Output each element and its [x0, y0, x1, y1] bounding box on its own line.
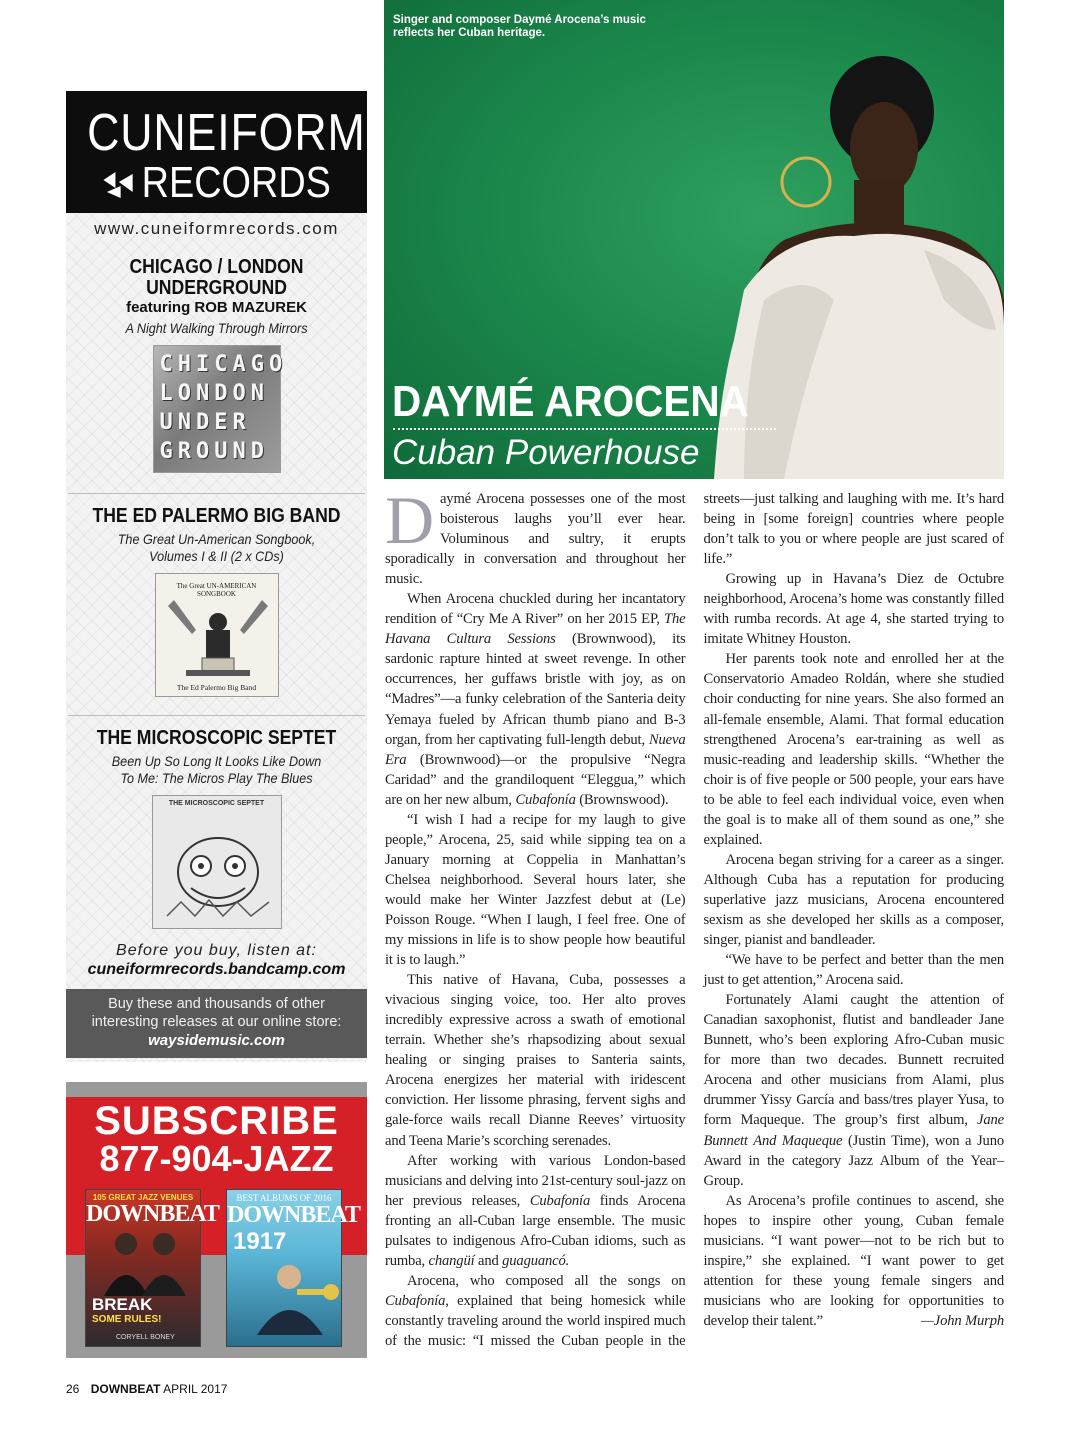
magazine-cover-1[interactable]: [85, 1189, 219, 1347]
album-cover-microscopic-septet[interactable]: [152, 795, 282, 929]
cover1-subhead: SOME RULES!: [92, 1314, 162, 1325]
hero-photo: [384, 0, 1004, 479]
ad-block1-featuring: featuring ROB MAZUREK: [126, 299, 307, 316]
ad-block2-album-1: The Great Un-American Songbook,: [117, 531, 316, 547]
cover2-masthead: DOWNBEAT: [227, 1202, 360, 1228]
paragraph: As Arocena’s profile continues to ascend, she hopes to inspire other young, Cuban female musicians. “I want power—not to be rich but to inspire,” she explained. “I want power to get attention for these young female singers and musicians who are looking for opportunities to develop their talent.”: [703, 1192, 1004, 1329]
magazine-name: DOWNBEAT: [90, 1382, 161, 1396]
paragraph: After working with various London-based musicians and delving into 21st-century soul-jazz on her previous releases, Cubafonía finds Arocena fronting an all-Cuban large ensemble. The music pulsates to indigenous Afro-Cuban idioms, such as rumba, changüí and guaguancó.: [385, 1152, 686, 1269]
cover-top-text: THE MICROSCOPIC SEPTET: [168, 800, 265, 807]
ad-wayside-link[interactable]: waysidemusic.com: [148, 1032, 285, 1049]
photo-caption-line-2: reflects her Cuban heritage.: [393, 27, 546, 39]
cover1-masthead: DOWNBEAT: [86, 1201, 219, 1227]
subscribe-title: SUBSCRIBE: [94, 1099, 339, 1143]
paragraph: Daymé Arocena possesses one of the most boisterous laughs you’ll ever hear. Voluminous and sultry, it erupts sporadically in conversation and throughout her music.: [385, 482, 686, 588]
ad-wayside-text-2: interesting releases at our online store:: [91, 1014, 342, 1030]
cover-line: GROUND: [159, 439, 269, 464]
album-cover-chicago-london[interactable]: [153, 345, 288, 473]
ad-wayside-text-1: Buy these and thousands of other: [108, 996, 325, 1012]
logo-line-1: CUNEIFORM: [87, 104, 366, 162]
ad-block3-album-2: To Me: The Micros Play The Blues: [120, 770, 313, 786]
ad-block-ed-palermo: [66, 506, 367, 697]
cover2-photo: [227, 1255, 343, 1335]
article-subtitle: Cuban Powerhouse: [392, 433, 700, 472]
ad-divider: [68, 715, 365, 716]
paragraph: Arocena began striving for a career as a singer. Although Cuba has a reputation for producing superlative jazz musicians, Arocena encountered sexism as she developed her skills as a composer, singer, pianist and bandleader.: [703, 851, 1004, 949]
cover-top-text: The Great UN-AMERICAN SONGBOOK: [176, 582, 257, 598]
ad-block2-album-2: Volumes I & II (2 x CDs): [149, 548, 284, 564]
ad-block-chicago-london: [66, 257, 367, 473]
ad-block2-title: THE ED PALERMO BIG BAND: [92, 505, 341, 527]
magazine-cover-2[interactable]: [226, 1189, 360, 1347]
cover-line: UNDER: [159, 410, 251, 435]
paragraph: Fortunately Alami caught the attention of Canadian saxophonist, flutist and bandleader Jane Bunnett, who’s been exploring Afro-Cuban music for more than two decades. Bunnett recruited Arocena and other musicians from Alami, plus drummer Yissy García and bass/tres player Yusa, to form Maqueque. The group’s first album, Jane Bunnett And Maqueque (Justin Time), won a Juno Award in the category Jazz Album of the Year–Group.: [703, 992, 1004, 1189]
article-body: [385, 482, 1004, 1355]
ad-wayside-box: [66, 989, 367, 1058]
ad-website-link[interactable]: www.cuneiformrecords.com: [94, 219, 339, 238]
album-cover-ed-palermo[interactable]: [155, 573, 279, 697]
ad-divider: [68, 493, 365, 494]
ad-block1-album: A Night Walking Through Mirrors: [125, 320, 308, 336]
paragraph: Growing up in Havana’s Diez de Octubre neighborhood, Arocena’s home was constantly filled with rumba records. At age 4, she started trying to imitate Whitney Houston.: [703, 571, 1004, 648]
page-number: 26: [66, 1382, 80, 1396]
cartoon-illustration: [161, 816, 275, 924]
subscribe-phone[interactable]: 877-904-JAZZ: [99, 1138, 334, 1179]
cover-line: LONDON: [159, 381, 269, 406]
cover1-banner: 105 GREAT JAZZ VENUES: [92, 1193, 194, 1202]
ad-block3-album-1: Been Up So Long It Looks Like Down: [111, 753, 322, 769]
paragraph: This native of Havana, Cuba, possesses a vivacious singing voice, too. Her alto proves incredibly expressive across a swath of emotional terrain. Whether she’s rhapsodizing about sexual healing or singing praises to Santeria saints, Arocena energizes her material with iridescent conviction. Her lissome phrasing, fervent sighs and gale-force wails recall Dianne Reeves’ virtuosity and Teena Marie’s scorching serenades.: [385, 972, 686, 1149]
ad-block3-title: THE MICROSCOPIC SEPTET: [96, 727, 337, 749]
ad-before-you-buy: Before you buy, listen at:: [116, 942, 317, 959]
cuneiform-logo: [66, 91, 367, 213]
paragraph: Arocena, who composed all the songs on Cubafonía, explained that being homesick while constantly traveling around the world inspired much of the music: “I missed the Cuban people in the streets—just talking and laughing with me. It’s hard being in [some foreign] countries where people don’t talk to you or where people are just scared of life.”: [385, 491, 1004, 1349]
subscribe-ad[interactable]: [66, 1082, 367, 1358]
issue-date: APRIL 2017: [163, 1382, 228, 1396]
ad-block1-title-2: UNDERGROUND: [146, 277, 287, 299]
cover-bottom-text: The Ed Palermo Big Band: [176, 683, 257, 692]
trumpets-illustration: [166, 596, 270, 680]
drop-cap: D: [385, 482, 434, 558]
cuneiform-wedge-icon: [102, 170, 135, 200]
cover1-names: CORYELL BONEY: [116, 1334, 175, 1341]
title-dotted-rule: [393, 428, 776, 430]
paragraph: “I wish I had a recipe for my laugh to give people,” Arocena, 25, said while sipping tea on a January morning at Coppelia in Manhattan’s Chelsea neighborhood. Several hours later, she would make her Winter Jazzfest debut at (Le) Poisson Rouge. “When I laugh, I feel free. One of my missions in life is to show people how beautiful it is to laugh.”: [385, 811, 686, 969]
paragraph: Her parents took note and enrolled her at the Conservatorio Amadeo Roldán, where she studied choir conducting for nine years. She also formed an all-female ensemble, Alami. That formal education strengthened Arocena’s ear-training as well as music-reading and leadership skills. “Whether the choir is of five people or 500 people, your ears have to be able to feel each individual voice, even when the goal is to make all of them sound as one,” she explained.: [703, 651, 1004, 848]
ad-block1-title-1: CHICAGO / LONDON: [129, 256, 304, 278]
page-footer: [66, 1382, 227, 1396]
cover-line: CHICAGO: [159, 352, 288, 377]
cover2-banner: BEST ALBUMS OF 2016: [236, 1193, 332, 1203]
byline: —John Murph: [920, 1312, 1004, 1329]
cover1-headline: BREAK: [92, 1295, 153, 1314]
photo-caption-line-1: Singer and composer Daymé Arocena’s music: [393, 14, 646, 26]
paragraph: “We have to be perfect and better than the men just to get attention,” Arocena said.: [703, 952, 1004, 989]
ad-bandcamp-link[interactable]: cuneiformrecords.bandcamp.com: [87, 961, 346, 978]
cuneiform-records-ad[interactable]: [66, 91, 367, 1062]
logo-line-2: RECORDS: [141, 158, 331, 207]
paragraph: When Arocena chuckled during her incantatory rendition of “Cry Me A River” on her 2015 EP, The Havana Cultura Sessions (Brownwood), its sardonic rapture hinted at sweet revenge. In other occurrences, her guffaws bristle with joy, as on “Madres”—a funky celebration of the Santeria deity Yemaya fueled by African thumb piano and B-3 organ, from her captivating full-length debut, Nueva Era (Brownwood)—or the propulsive “Negra Caridad” and the grandiloquent “Eleggua,” which are on her new album, Cubafonía (Brownswood).: [385, 591, 686, 808]
article-title: DAYMÉ AROCENA: [392, 377, 749, 426]
ad-block-microscopic-septet: [66, 728, 367, 929]
cover1-photo: [86, 1226, 202, 1296]
cover2-headline: 1917: [233, 1228, 287, 1255]
